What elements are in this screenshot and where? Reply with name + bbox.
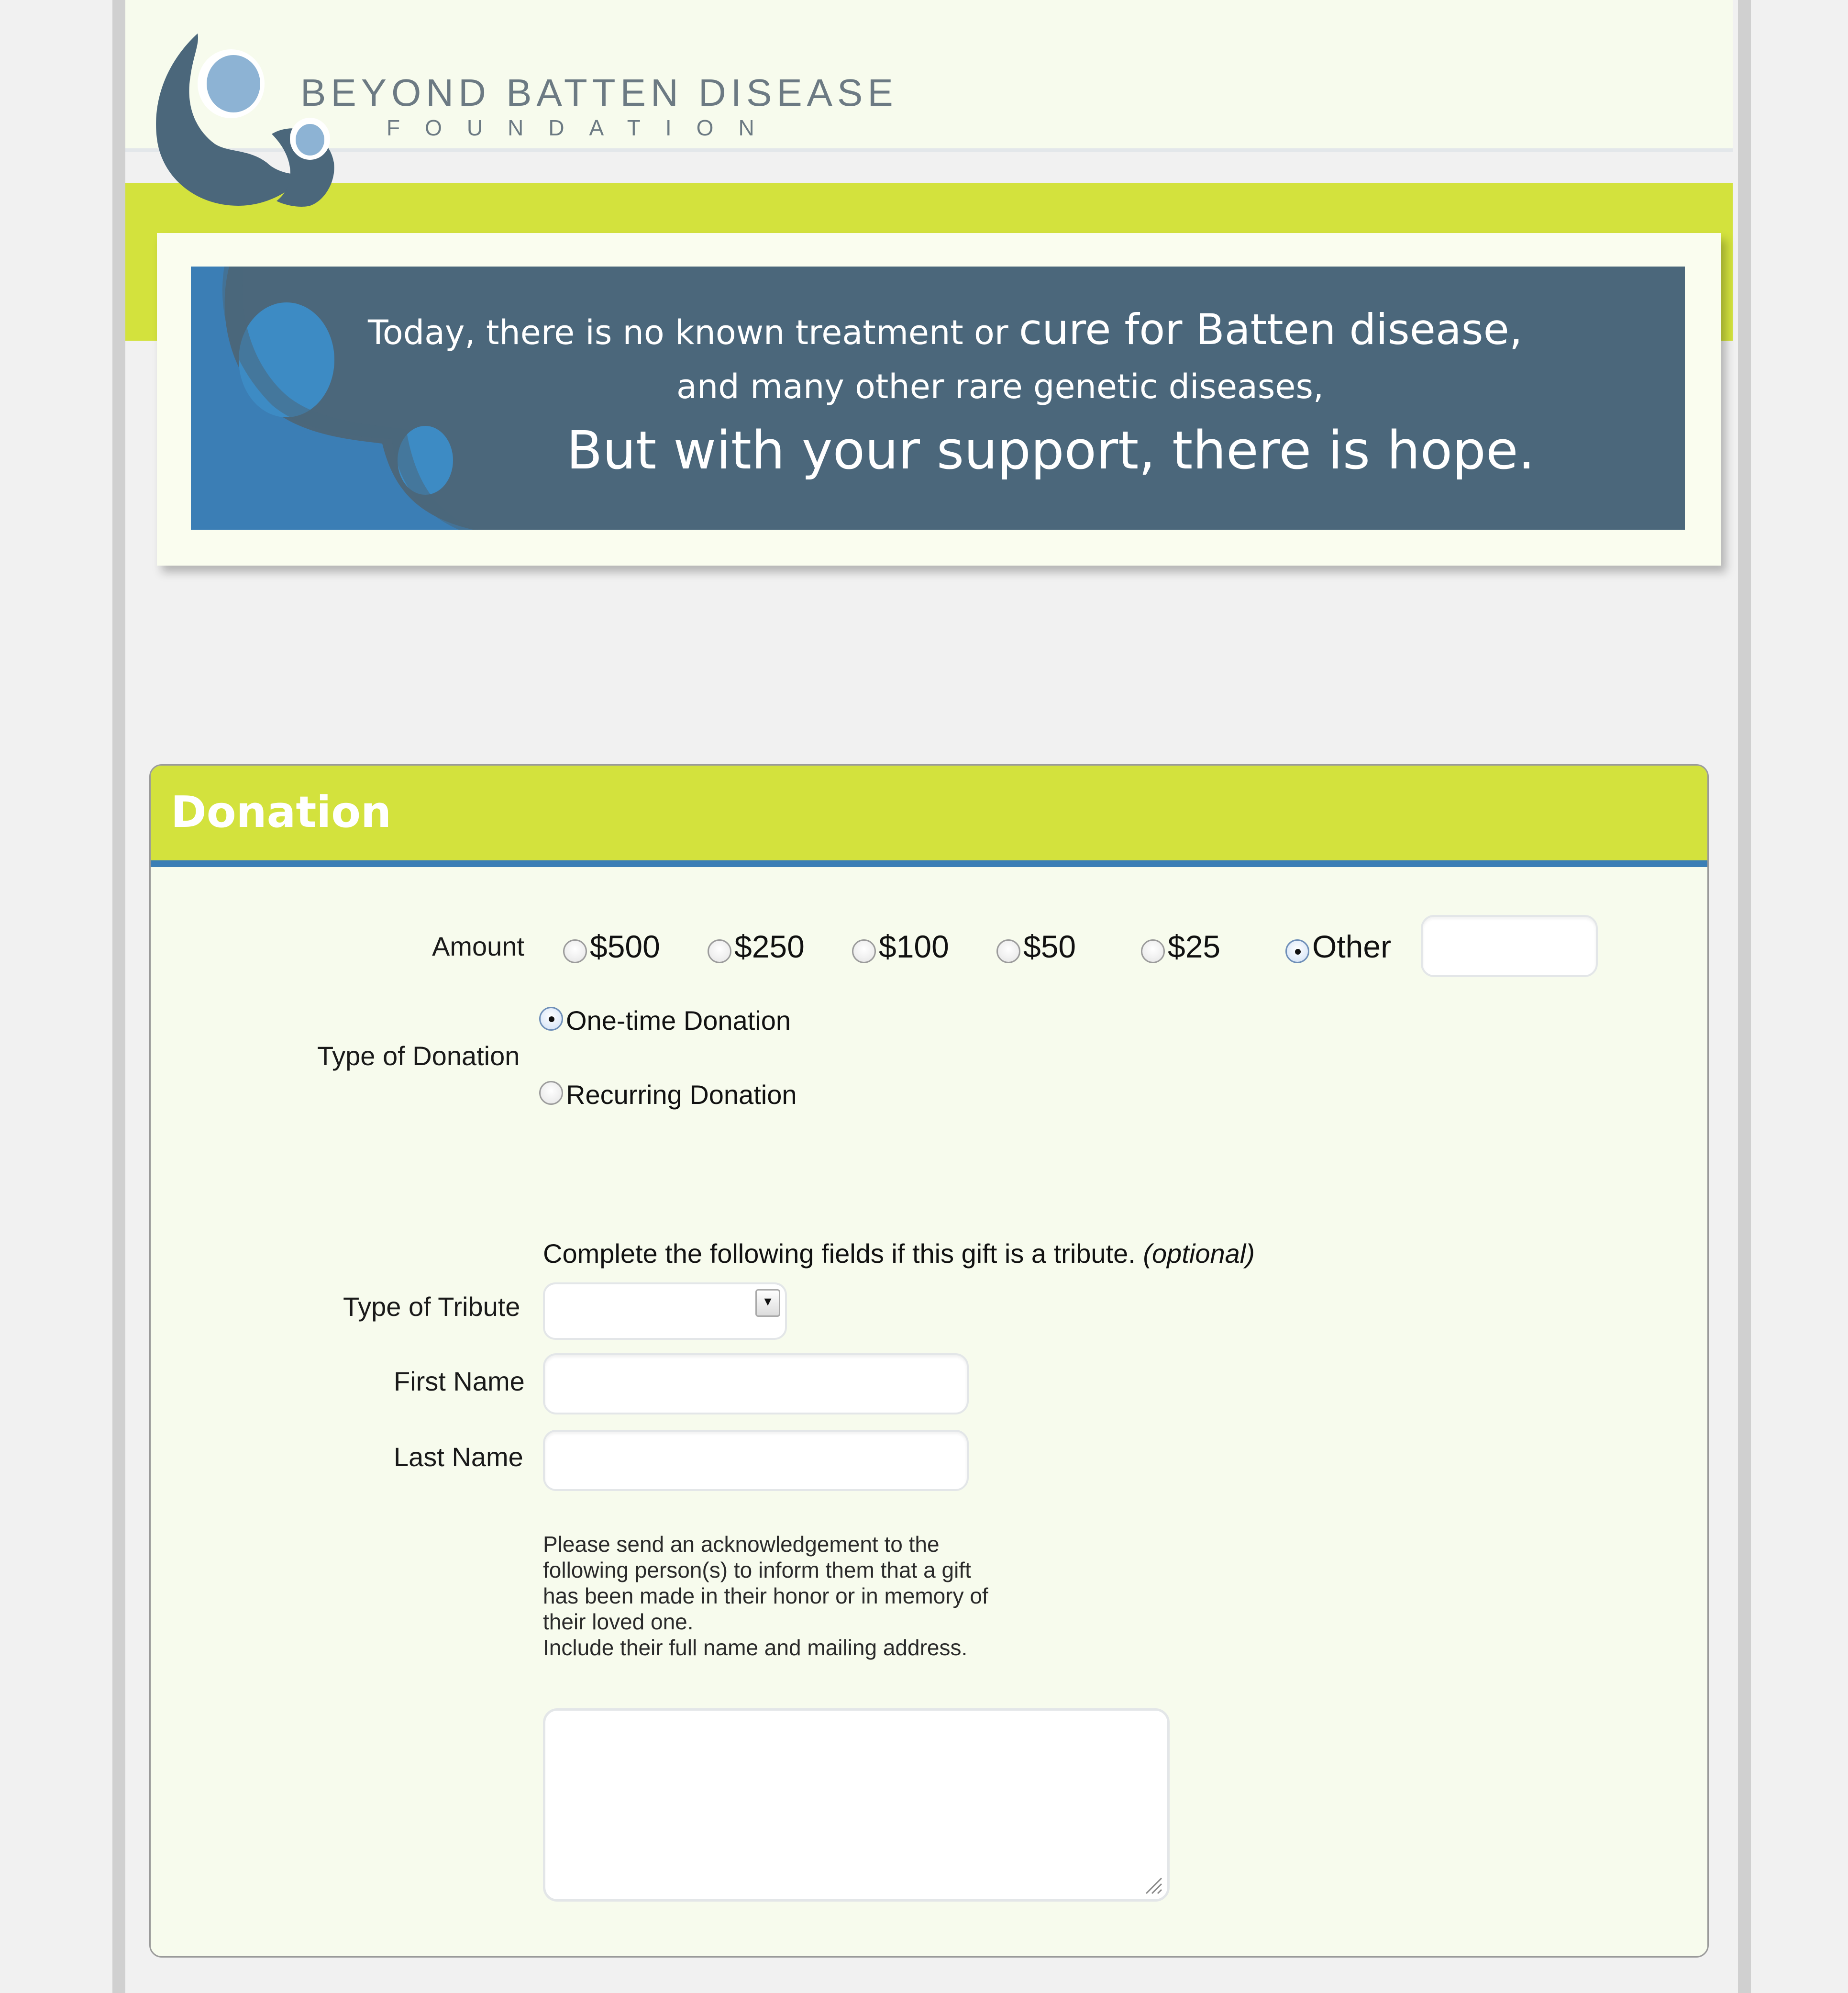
donation-type-option-label: One-time Donation: [566, 1005, 791, 1035]
banner-line-1-big: cure for Batten disease,: [1018, 305, 1523, 354]
donation-type-recurring[interactable]: [539, 1079, 797, 1110]
one-time-radio[interactable]: [539, 1007, 563, 1031]
amount-radio-25[interactable]: [1141, 939, 1165, 963]
acknowledgement-note-line: Please send an acknowledgement to the: [543, 1532, 940, 1557]
amount-radio-50[interactable]: [996, 939, 1020, 963]
banner-line-2: and many other rare genetic diseases,: [676, 367, 1324, 406]
tribute-optional-note: (optional): [1143, 1238, 1255, 1269]
last-name-input[interactable]: [543, 1430, 969, 1491]
brand-subtitle: FOUNDATION: [387, 115, 779, 140]
amount-radio-100[interactable]: [852, 939, 876, 963]
donation-type-label: Type of Donation: [317, 1041, 520, 1071]
amount-option-label: $25: [1168, 929, 1221, 964]
first-name-label: First Name: [394, 1366, 525, 1396]
acknowledgement-note-line: their loved one.: [543, 1609, 694, 1634]
amount-option-25[interactable]: [1141, 928, 1220, 965]
amount-option-label: Other: [1312, 929, 1392, 964]
acknowledgement-note: [543, 1531, 1117, 1660]
amount-option-label: $250: [734, 929, 805, 964]
banner-line-1-small: Today, there is no known treatment or: [368, 313, 1019, 352]
amount-option-label: $50: [1023, 929, 1076, 964]
amount-option-100[interactable]: [852, 928, 949, 965]
amount-option-500[interactable]: [563, 928, 660, 965]
acknowledgement-textarea[interactable]: [543, 1708, 1170, 1902]
donation-title: Donation: [171, 787, 392, 837]
donation-type-one-time[interactable]: [539, 1005, 791, 1036]
resize-grip-icon[interactable]: [1143, 1875, 1162, 1894]
amount-option-250[interactable]: [708, 928, 805, 965]
tribute-intro-text: Complete the following fields if this gift is a tribute.: [543, 1238, 1143, 1269]
banner-line-3: But with your support, there is hope.: [566, 420, 1535, 481]
amount-radio-other[interactable]: [1285, 939, 1309, 963]
last-name-label: Last Name: [394, 1442, 523, 1472]
hero-banner: [191, 267, 1685, 530]
amount-option-50[interactable]: [996, 928, 1076, 965]
banner-line-1: [368, 305, 1685, 354]
tribute-type-label: Type of Tribute: [343, 1292, 520, 1322]
first-name-input[interactable]: [543, 1353, 969, 1414]
brand-name: BEYOND BATTEN DISEASE: [300, 71, 898, 114]
tribute-type-select[interactable]: [543, 1282, 787, 1340]
donation-panel: [149, 764, 1709, 1958]
amount-option-other[interactable]: [1285, 928, 1391, 965]
foundation-logo: [152, 33, 353, 215]
amount-label: Amount: [432, 931, 524, 961]
other-amount-input[interactable]: [1421, 915, 1598, 977]
acknowledgement-note-line: has been made in their honor or in memory of: [543, 1583, 988, 1608]
header-divider: [125, 148, 1733, 152]
amount-option-label: $100: [879, 929, 949, 964]
acknowledgement-note-line: following person(s) to inform them that a gift: [543, 1558, 971, 1582]
recurring-radio[interactable]: [539, 1081, 563, 1105]
amount-option-label: $500: [590, 929, 660, 964]
donation-type-option-label: Recurring Donation: [566, 1080, 797, 1110]
amount-radio-250[interactable]: [708, 939, 731, 963]
tribute-intro: [543, 1238, 1255, 1269]
chevron-down-icon[interactable]: ▾: [755, 1289, 780, 1317]
amount-radio-500[interactable]: [563, 939, 587, 963]
donation-panel-header: [151, 766, 1707, 867]
acknowledgement-note-line: Include their full name and mailing address.: [543, 1635, 968, 1660]
